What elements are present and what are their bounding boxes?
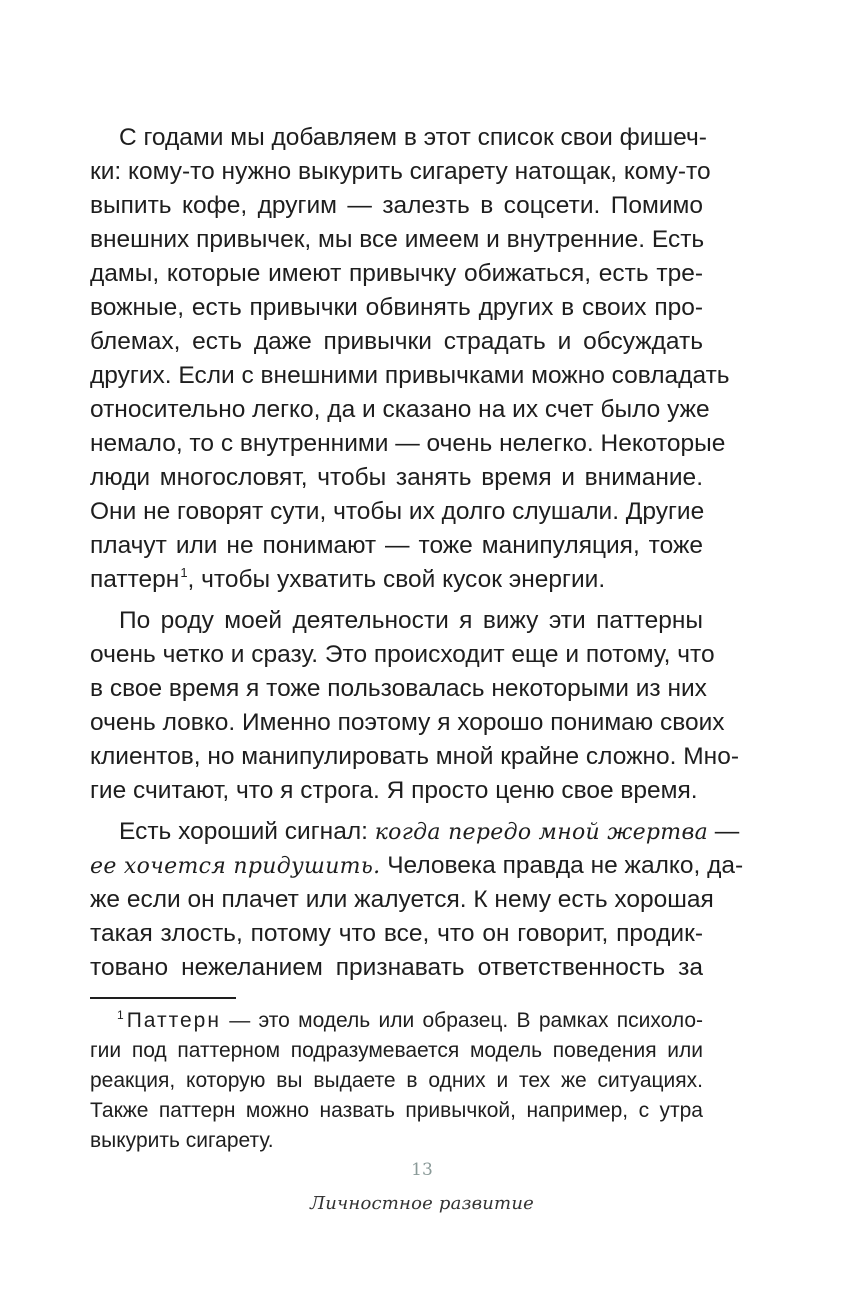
footnote-marker: 1 bbox=[117, 1008, 124, 1022]
text-line bbox=[90, 815, 740, 849]
page-number: 13 bbox=[411, 1160, 433, 1180]
text-fragment: , чтобы ухватить свой кусок энергии. bbox=[187, 566, 606, 593]
footnote bbox=[90, 1006, 703, 1156]
footnote-line: реакция, которую вы выдаете в одних и тех же ситуациях. bbox=[90, 1069, 703, 1092]
text-fragment: — bbox=[708, 818, 740, 845]
body-text bbox=[90, 121, 744, 985]
emphasized-text: когда передо мной жертва bbox=[374, 820, 708, 845]
text-line: блемах, есть даже привычки страдать и обсуждать bbox=[90, 328, 703, 355]
text-line: вожные, есть привычки обвинять других в своих про- bbox=[90, 294, 703, 321]
text-line: немало, то с внутренними — очень нелегко. Некоторые bbox=[90, 430, 726, 457]
text-line: товано нежеланием признавать ответственность за bbox=[90, 954, 703, 981]
paragraph-1 bbox=[90, 121, 730, 597]
text-line: в свое время я тоже пользовалась некоторыми из них bbox=[90, 675, 707, 702]
text-fragment: Человека правда не жалко, да- bbox=[380, 852, 744, 879]
emphasized-text: ее хочется придушить. bbox=[90, 854, 381, 879]
text-line: выпить кофе, другим — залезть в соцсети. Помимо bbox=[90, 192, 703, 219]
text-line: гие считают, что я строга. Я просто ценю свое время. bbox=[90, 777, 698, 804]
text-line: очень ловко. Именно поэтому я хорошо понимаю своих bbox=[90, 709, 725, 736]
text-line: Они не говорят сути, чтобы их долго слушали. Другие bbox=[90, 498, 705, 525]
paragraph-2 bbox=[90, 604, 739, 808]
text-line: С годами мы добавляем в этот список свои фишеч- bbox=[119, 124, 707, 151]
running-footer: Личностное развитие bbox=[310, 1193, 534, 1214]
text-fragment: паттерн bbox=[90, 566, 180, 593]
text-line: относительно легко, да и сказано на их счет было уже bbox=[90, 396, 710, 423]
text-line: же если он плачет или жалуется. К нему есть хорошая bbox=[90, 886, 714, 913]
text-line: ки: кому-то нужно выкурить сигарету натощак, кому-то bbox=[90, 158, 711, 185]
text-line: плачут или не понимают — тоже манипуляция, тоже bbox=[90, 532, 703, 559]
text-line: других. Если с внешними привычками можно совладать bbox=[90, 362, 730, 389]
paragraph-3 bbox=[90, 815, 744, 985]
text-line: внешних привычек, мы все имеем и внутренние. Есть bbox=[90, 226, 705, 253]
footnote-divider bbox=[90, 997, 236, 999]
text-line: такая злость, потому что все, что он говорит, продик- bbox=[90, 920, 703, 947]
footnote-line bbox=[90, 1006, 703, 1036]
text-line: очень четко и сразу. Это происходит еще и потому, что bbox=[90, 641, 715, 668]
text-line bbox=[90, 563, 703, 597]
text-line: дамы, которые имеют привычку обижаться, есть тре- bbox=[90, 260, 703, 287]
text-fragment: — это модель или образец. В рамках психоло- bbox=[220, 1009, 703, 1032]
text-line: клиентов, но манипулировать мной крайне сложно. Мно- bbox=[90, 743, 739, 770]
footnote-reference[interactable]: 1 bbox=[180, 565, 188, 580]
footnote-line: выкурить сигарету. bbox=[90, 1129, 274, 1152]
text-fragment: Есть хороший сигнал: bbox=[119, 818, 375, 845]
footnote-line: Также паттерн можно назвать привычкой, например, с утра bbox=[90, 1099, 703, 1122]
footnote-term: Паттерн bbox=[126, 1009, 221, 1032]
footnote-line: гии под паттерном подразумевается модель поведения или bbox=[90, 1039, 703, 1062]
text-line bbox=[90, 849, 744, 883]
text-line: По роду моей деятельности я вижу эти паттерны bbox=[119, 607, 703, 634]
text-line: люди многословят, чтобы занять время и внимание. bbox=[90, 464, 703, 491]
